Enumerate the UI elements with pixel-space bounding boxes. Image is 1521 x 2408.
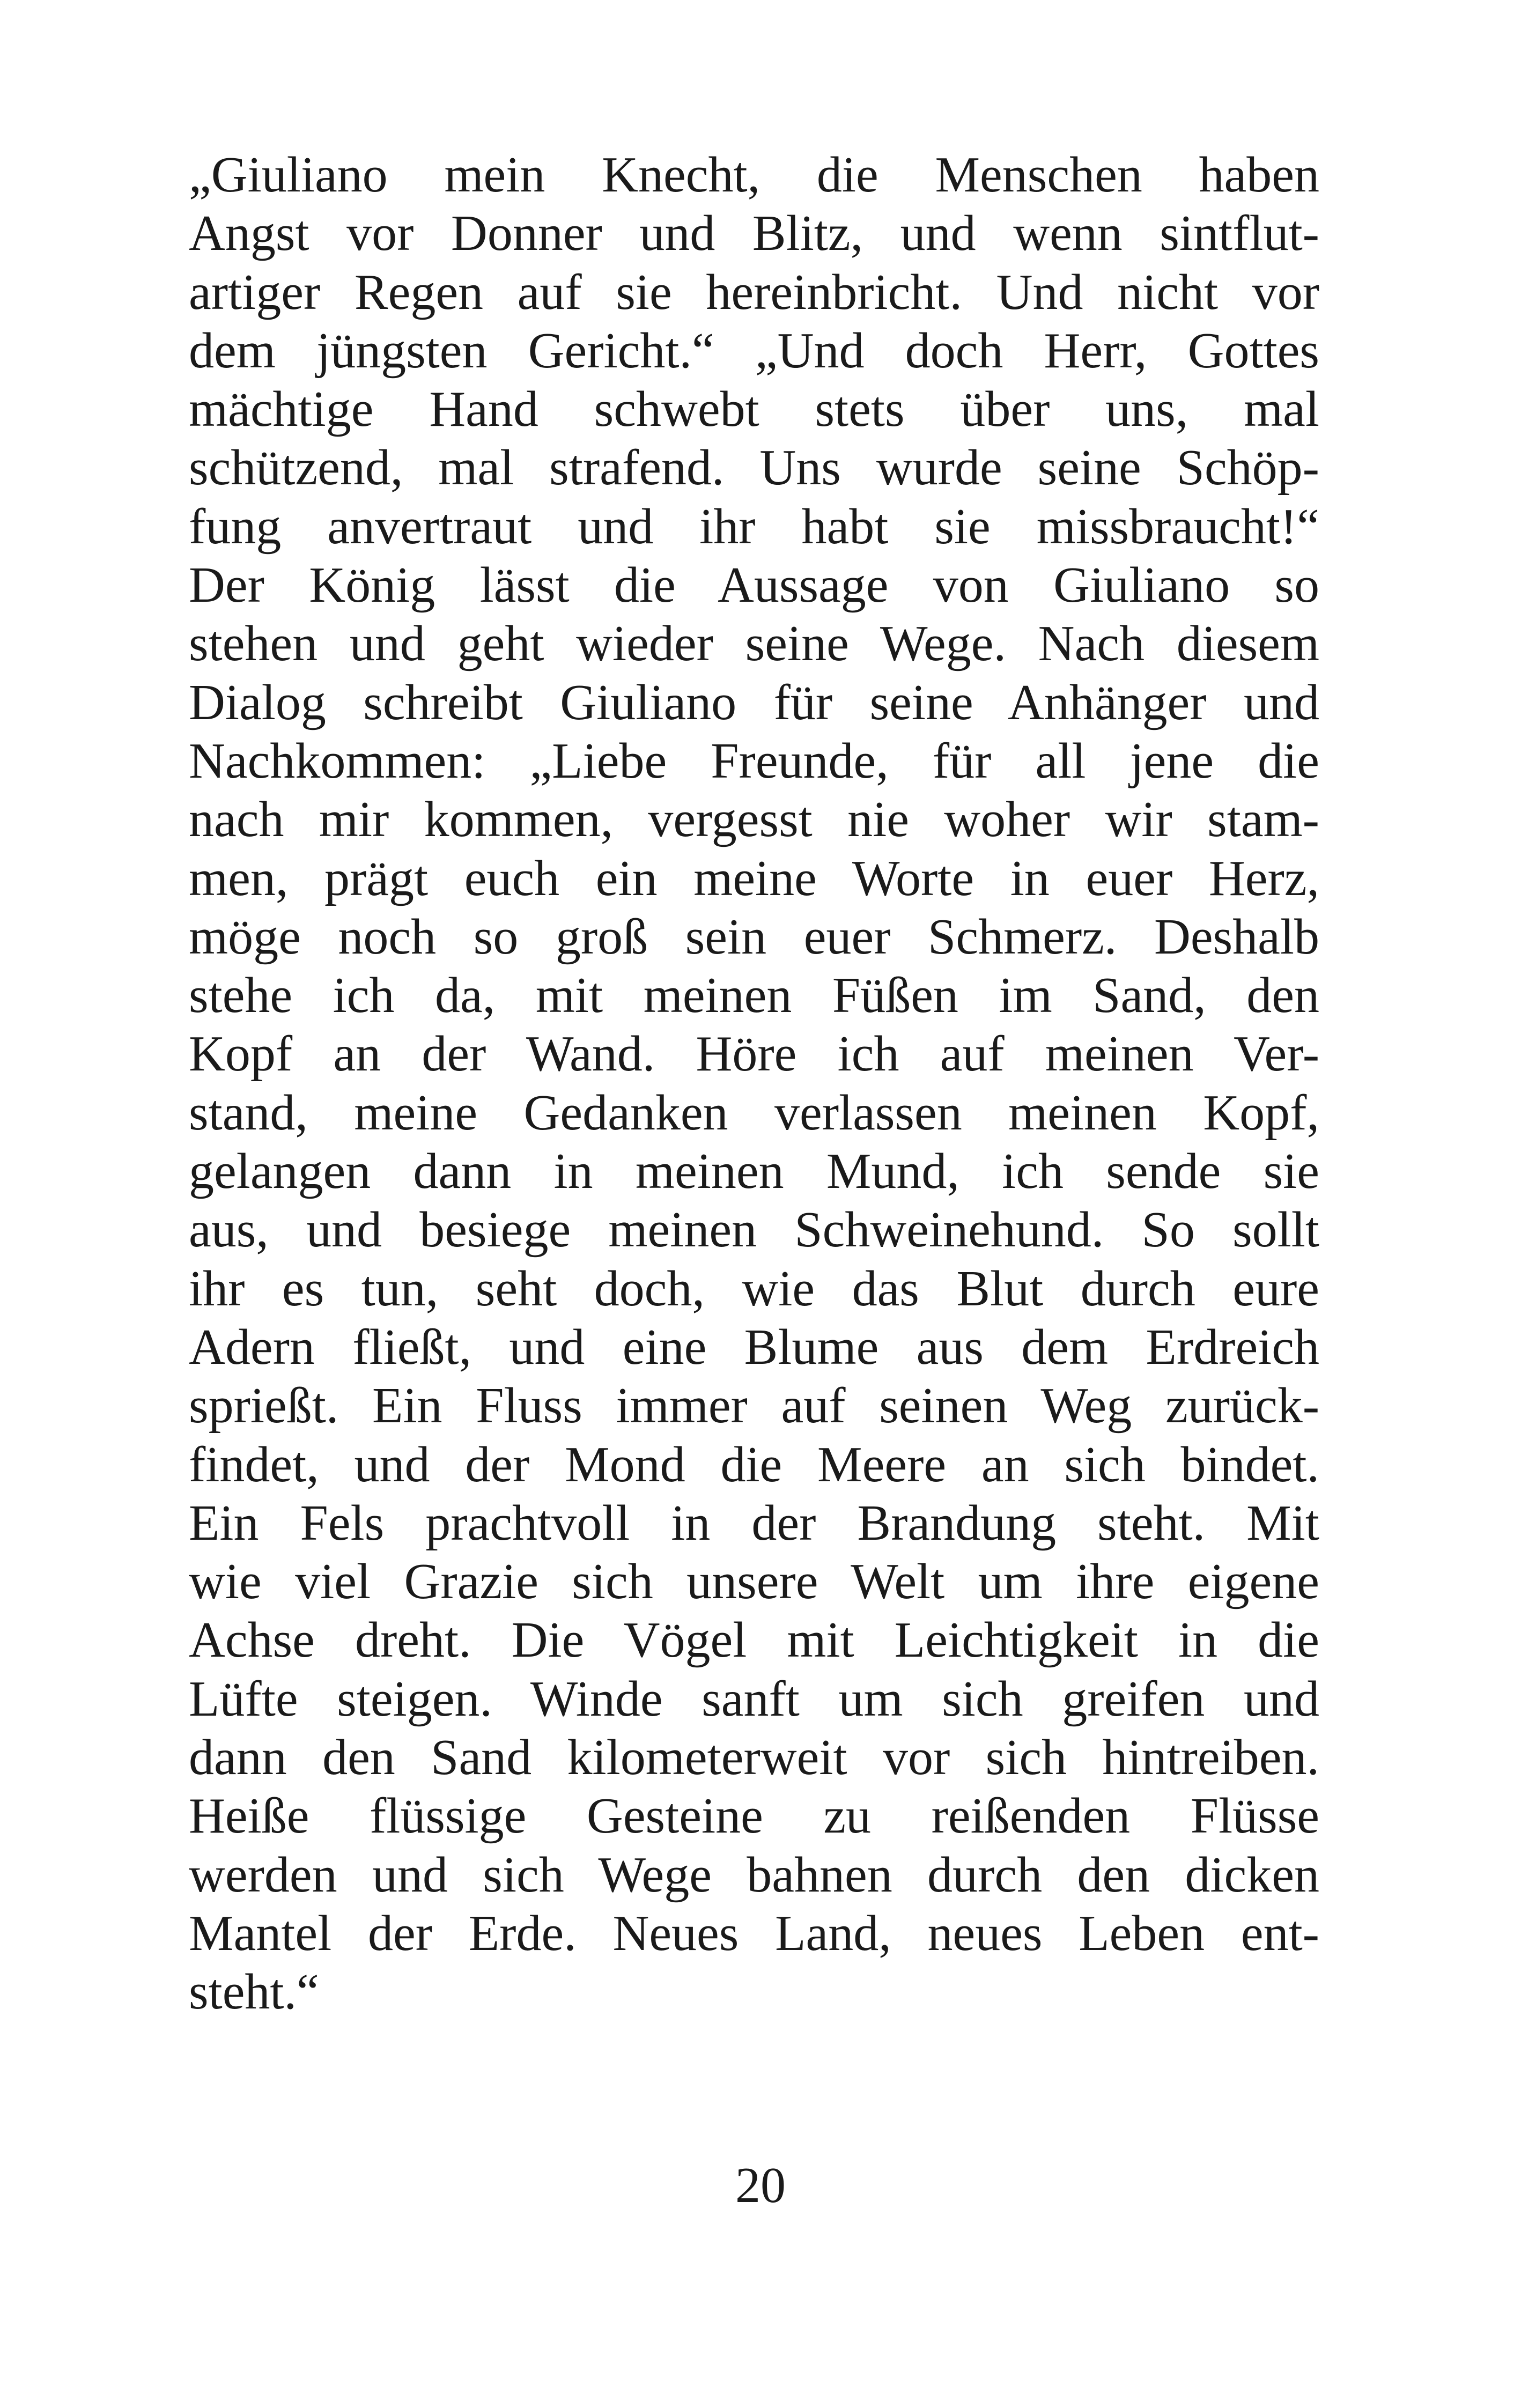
text-line: Nachkommen: „Liebe Freunde, für all jene die xyxy=(189,733,1319,789)
text-line: Heiße flüssige Gesteine zu reißenden Flüsse xyxy=(189,1788,1319,1844)
text-line: stehe ich da, mit meinen Füßen im Sand, den xyxy=(189,967,1319,1024)
text-line: Lüfte steigen. Winde sanft um sich greifen und xyxy=(189,1671,1319,1727)
page-number: 20 xyxy=(735,2158,786,2213)
text-line: findet, und der Mond die Meere an sich bindet. xyxy=(189,1436,1319,1493)
text-line: stand, meine Gedanken verlassen meinen Kopf, xyxy=(189,1084,1319,1141)
text-line: aus, und besiege meinen Schweinehund. So sollt xyxy=(189,1202,1319,1258)
text-line: ihr es tun, seht doch, wie das Blut durch eure xyxy=(189,1260,1319,1317)
text-line: Ein Fels prachtvoll in der Brandung steht. Mit xyxy=(189,1495,1319,1551)
text-line: fung anvertraut und ihr habt sie missbraucht!“ xyxy=(189,498,1319,555)
text-line: Angst vor Donner und Blitz, und wenn sintflut- xyxy=(189,205,1319,262)
text-line: Kopf an der Wand. Höre ich auf meinen Ver- xyxy=(189,1026,1319,1082)
text-line: mächtige Hand schwebt stets über uns, mal xyxy=(189,381,1319,438)
text-line: steht.“ xyxy=(189,1964,319,2020)
text-line: möge noch so groß sein euer Schmerz. Deshalb xyxy=(189,908,1319,965)
text-line: schützend, mal strafend. Uns wurde seine Schöp- xyxy=(189,440,1319,496)
text-line: dem jüngsten Gericht.“ „Und doch Herr, Gottes xyxy=(189,322,1319,379)
text-line: dann den Sand kilometerweit vor sich hintreiben. xyxy=(189,1730,1319,1786)
text-line: men, prägt euch ein meine Worte in euer Herz, xyxy=(189,850,1319,906)
text-line: artiger Regen auf sie hereinbricht. Und nicht vor xyxy=(189,264,1319,320)
text-line: wie viel Grazie sich unsere Welt um ihre eigene xyxy=(189,1554,1319,1610)
text-line: sprießt. Ein Fluss immer auf seinen Weg zurück- xyxy=(189,1378,1319,1434)
text-line: Der König lässt die Aussage von Giuliano so xyxy=(189,557,1319,614)
text-line: „Giuliano mein Knecht, die Menschen haben xyxy=(189,147,1319,203)
text-line: Dialog schreibt Giuliano für seine Anhänger und xyxy=(189,674,1319,730)
text-line: Achse dreht. Die Vögel mit Leichtigkeit in die xyxy=(189,1612,1319,1668)
text-line: stehen und geht wieder seine Wege. Nach diesem xyxy=(189,616,1319,672)
text-line: Mantel der Erde. Neues Land, neues Leben ent- xyxy=(189,1905,1319,1961)
text-line: Adern fließt, und eine Blume aus dem Erdreich xyxy=(189,1319,1319,1375)
text-line: werden und sich Wege bahnen durch den dicken xyxy=(189,1846,1319,1903)
text-line: nach mir kommen, vergesst nie woher wir stam- xyxy=(189,792,1319,848)
body-text xyxy=(189,146,1319,2022)
text-line: gelangen dann in meinen Mund, ich sende sie xyxy=(189,1143,1319,1200)
